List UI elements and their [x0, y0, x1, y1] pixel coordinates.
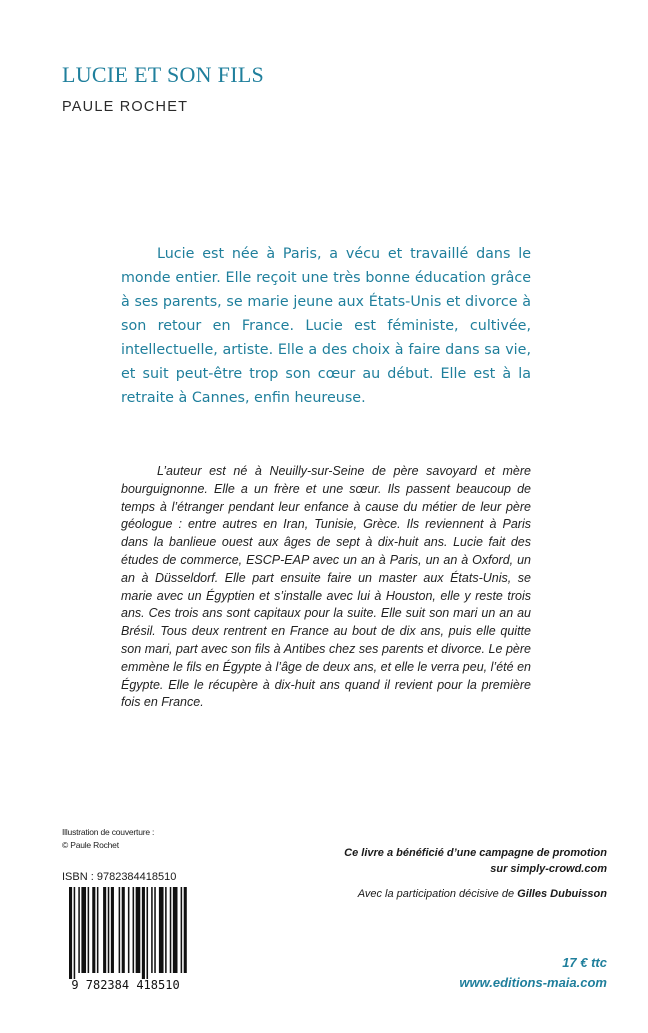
barcode-bar [69, 887, 72, 979]
barcode-bar [111, 887, 114, 973]
barcode-bar [136, 887, 141, 973]
isbn-barcode [60, 887, 191, 992]
price-label: 17 € ttc [562, 955, 607, 970]
barcode-bar [78, 887, 80, 973]
cover-illustration-credit [62, 826, 154, 852]
participation-notice [358, 888, 607, 900]
isbn-label: ISBN : 9782384418510 [62, 871, 177, 883]
promotion-notice [344, 846, 607, 877]
barcode-bar [92, 887, 95, 973]
barcode-bar [173, 887, 178, 973]
barcode-bar [184, 887, 187, 973]
book-title: LUCIE ET SON FILS [62, 62, 265, 87]
barcode-bar [103, 887, 106, 973]
barcode-bar [88, 887, 90, 973]
barcode-bar [119, 887, 121, 973]
barcode-digits: 9 782384 418510 [71, 978, 180, 992]
barcode-bar [159, 887, 164, 973]
barcode-bar [81, 887, 86, 973]
barcode-bar [128, 887, 130, 973]
barcode-bar [165, 887, 167, 973]
barcode-bar [170, 887, 172, 973]
barcode-bar [154, 887, 156, 973]
barcode-bar [151, 887, 153, 973]
barcode-bar [97, 887, 99, 973]
book-summary: Lucie est née à Paris, a vécu et travaillé dans le monde entier. Elle reçoit une très bonne éducation grâce à ses parents, se marie jeune aux États-Unis et divorce à son retour en France. Lucie est féministe, cultivée, intellectuelle, artiste. Elle a des choix à faire dans sa vie, et suit peut-être trop son cœur au début. Elle est à la retraite à Cannes, enfin heureuse. [121, 246, 531, 406]
barcode-bar [133, 887, 135, 973]
credit-label: Illustration de couverture : [62, 827, 155, 837]
credit-holder: © Paule Rochet [62, 840, 119, 850]
barcode-bar [108, 887, 110, 973]
barcode-bar [147, 887, 149, 979]
barcode-bar [142, 887, 145, 979]
book-author: PAULE ROCHET [62, 99, 189, 115]
participation-prefix: Avec la participation décisive de [357, 888, 518, 900]
barcode-bar [74, 887, 76, 979]
barcode-bar [181, 887, 183, 973]
publisher-website: www.editions-maia.com [459, 975, 607, 990]
author-biography: L’auteur est né à Neuilly-sur-Seine de père savoyard et mère bourguignonne. Elle a un frère et une sœur. Ils passent beaucoup de temps à l’étranger pendant leur enfance à cause du métier de leur père géologue : entre autres en Iran, Tunisie, Grèce. Ils reviennent à Paris dans la banlieue ouest aux âges de sept à dix-huit ans. Lucie fait des études de commerce, ESCP-EAP avec un an à Paris, un an à Oxford, un an à Düsseldorf. Elle part ensuite faire un master aux États-Unis, se marie avec un Égyptien et s’installe avec lui à Houston, elle y reste trois ans. Ces trois ans sont capitaux pour la suite. Elle suit son mari un an au Brésil. Tous deux rentrent en France au bout de dix ans, puis elle quitte son mari, part avec son fils à Antibes chez ses parents et divorce. Le père emmène le fils en Égypte à l’âge de deux ans, et elle le verra peu, l’été en Égypte. Elle le récupère à dix-huit ans quand il revient pour la première fois en France. [121, 464, 531, 710]
promotion-line-2: sur simply-crowd.com [490, 862, 607, 875]
participation-name: Gilles Dubuisson [517, 888, 607, 900]
barcode-bar [122, 887, 125, 973]
promotion-line-1: Ce livre a bénéficié d’une campagne de promotion [344, 847, 607, 859]
